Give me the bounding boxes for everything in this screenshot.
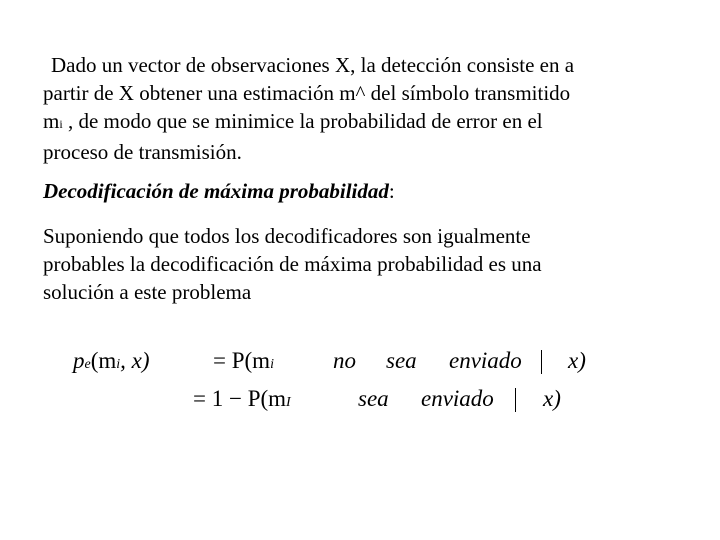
equation-row1-no: no	[333, 348, 356, 373]
equation-row2-enviado: enviado	[421, 386, 494, 411]
equation-row1-conditional-bar	[541, 350, 542, 374]
equation-row2-sea: sea	[358, 386, 389, 411]
section-heading-colon: :	[388, 179, 395, 203]
equation-lhs-subscript: e	[84, 357, 91, 372]
equation-lhs-p: p	[73, 348, 85, 373]
equation-row2-rhs	[193, 385, 291, 417]
intro-paragraph	[43, 51, 683, 166]
equation-row1-rhs	[213, 347, 274, 379]
equation-lhs-args: (m	[90, 348, 117, 373]
intro-line-4: proceso de transmisión.	[43, 140, 242, 164]
explanation-line-2: probables la decodificación de máxima probabilidad es una	[43, 252, 542, 276]
section-heading-text: Decodificación de máxima probabilidad	[43, 179, 389, 203]
equation-row2-subscript: I	[286, 395, 291, 410]
equation-row2-x: x)	[543, 386, 561, 411]
equation-lhs-args-subscript: i	[116, 357, 121, 372]
intro-line-3-symbol: m	[43, 109, 60, 133]
equation-lhs-args-end: , x)	[120, 348, 150, 373]
equation-row1-eq: = P(m	[213, 348, 271, 373]
equation-row1-enviado: enviado	[449, 348, 522, 373]
explanation-line-3: solución a este problema	[43, 280, 252, 304]
section-heading	[43, 177, 395, 205]
equation-row1-sea: sea	[386, 348, 417, 373]
intro-line-1: Dado un vector de observaciones X, la detección consiste en a	[51, 53, 575, 77]
intro-line-2: partir de X obtener una estimación m^ del símbolo transmitido	[43, 81, 571, 105]
explanation-line-1: Suponiendo que todos los decodificadores son igualmente	[43, 224, 531, 248]
intro-line-3-rest: , de modo que se minimice la probabilidad de error en el	[62, 109, 543, 133]
equation-row2-conditional-bar	[515, 388, 516, 412]
equation-row2-eq: = 1 − P(m	[193, 386, 287, 411]
explanation-paragraph	[43, 222, 683, 306]
equation-lhs	[73, 347, 150, 379]
equation-row1-x: x)	[568, 348, 586, 373]
equation-row1-subscript: i	[270, 357, 274, 372]
intro-line-3-subscript: i	[59, 117, 63, 131]
